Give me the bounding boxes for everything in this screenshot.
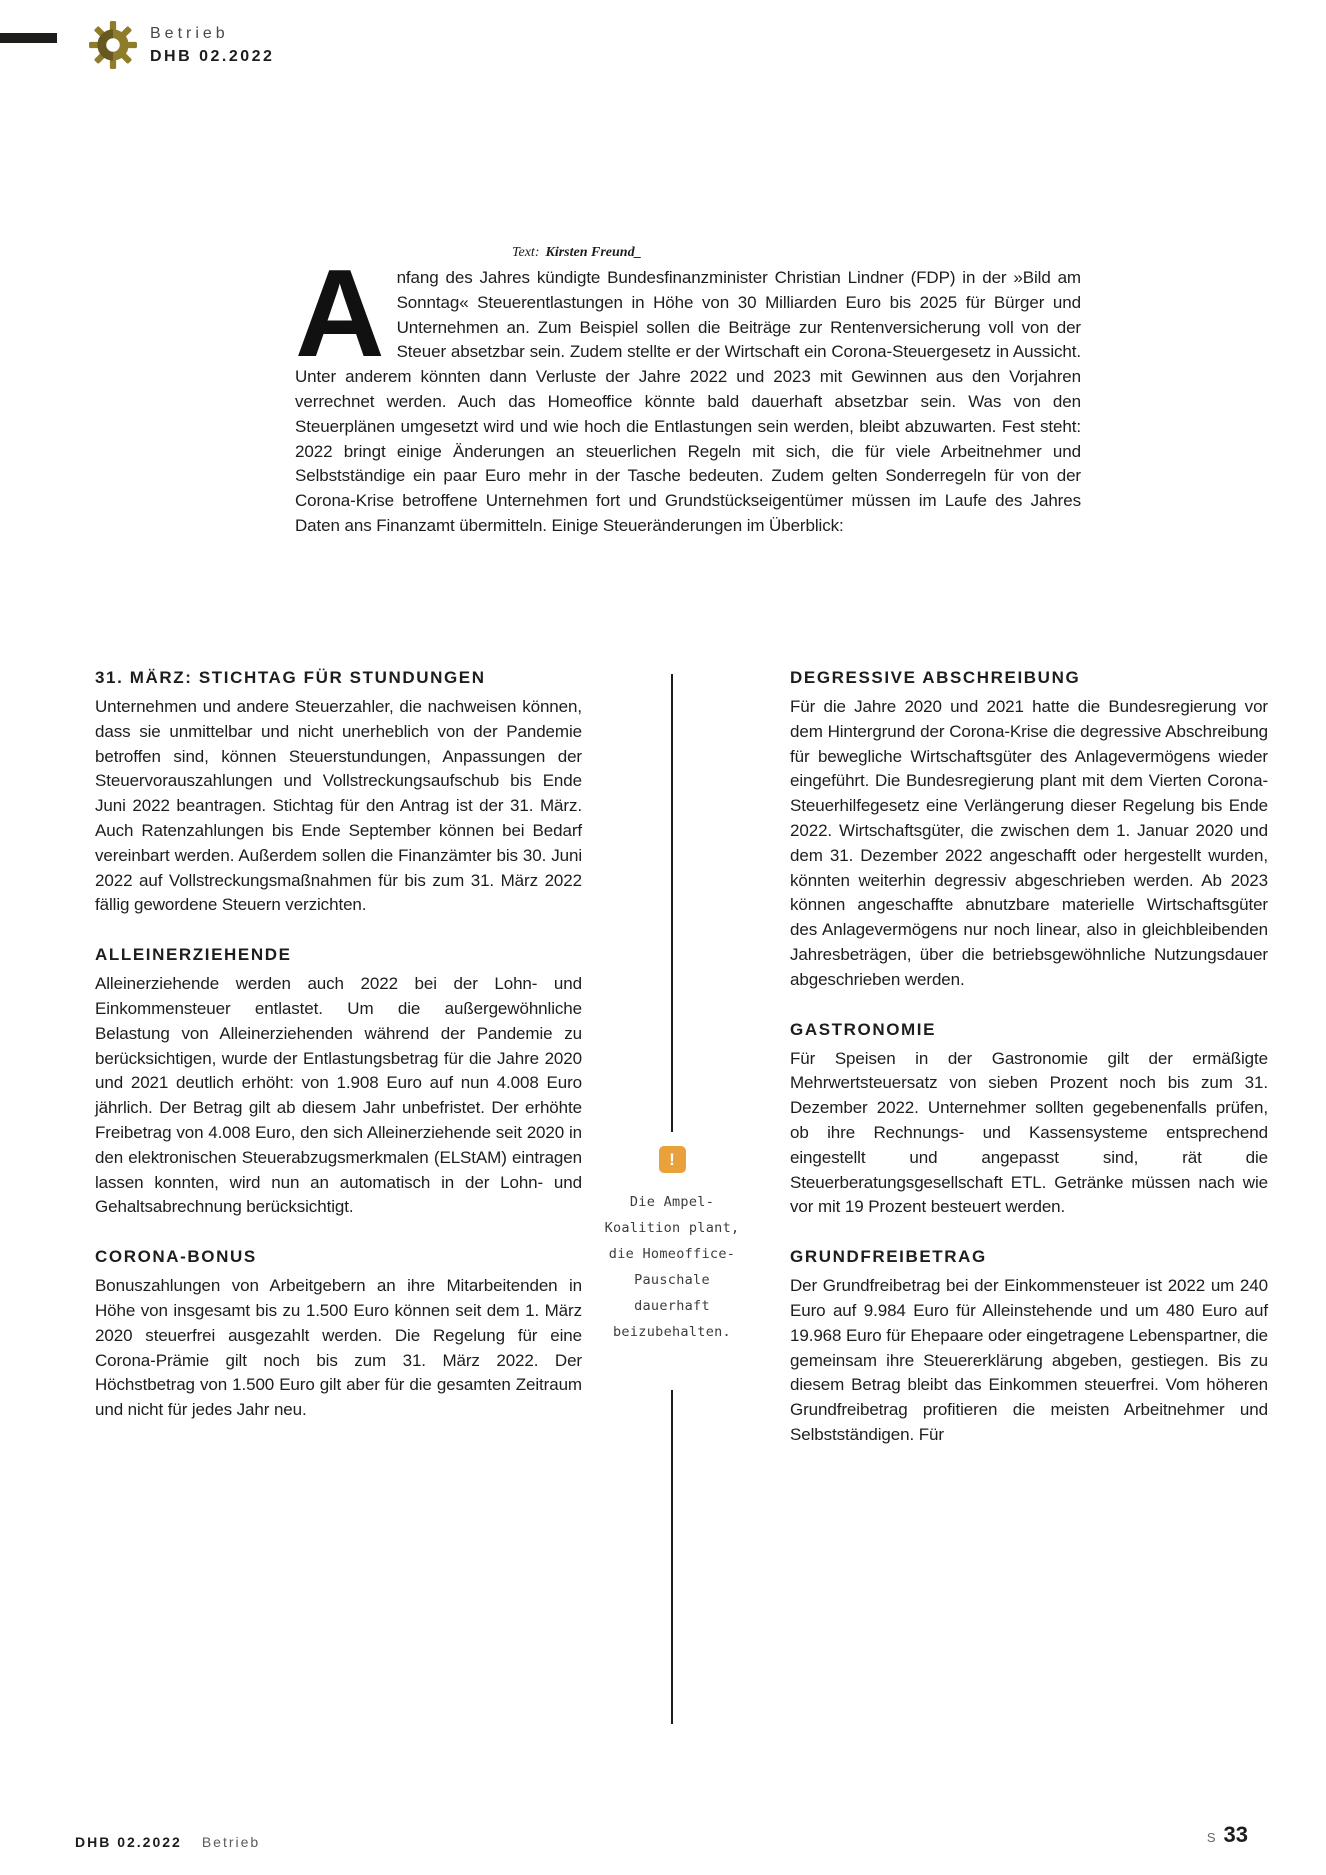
article-corona-bonus (95, 1247, 582, 1423)
article-heading: GRUNDFREIBETRAG (790, 1247, 987, 1267)
article-body: Der Grundfreibetrag bei der Einkommensteuer ist 2022 um 240 Euro auf 9.984 Euro für Alleinstehende und um 480 Euro auf 19.968 Euro für Ehepaare oder eingetragene Lebenspartner, die gemeinsam ihre Steuererklärung abgeben, gestiegen. Bis zu diesem Betrag bleibt das Einkommen steuerfrei. Vom höheren Grundfreibetrag profitieren die meisten Arbeitnehmer und Selbstständigen. Für (790, 1276, 1268, 1444)
article-heading: ALLEINERZIEHENDE (95, 945, 292, 965)
edge-bar (0, 33, 57, 43)
header-issue-label: DHB 02.2022 (150, 47, 275, 65)
exclamation-icon (659, 1146, 686, 1173)
article-body: Für die Jahre 2020 und 2021 hatte die Bundesregierung vor dem Hintergrund der Corona-Krise die degressive Abschreibung für bewegliche Wirtschaftsgüter des Anlagevermögens wieder eingeführt. Die Bundesregierung plant mit dem Vierten Corona-Steuerhilfegesetz eine Verlängerung dieser Regelung bis Ende 2022. Wirtschaftsgüter, die zwischen dem 1. Januar 2020 und dem 31. Dezember 2022 angeschafft oder hergestellt wurden, könnten weiterhin degressiv abgeschrieben werden. Ab 2023 können angeschaffte abnutzbare materielle Wirtschaftsgüter des Anlagevermögens nur noch linear, also in gleichbleibenden Jahresbeträgen, über die betriebsgewöhnliche Nutzungsdauer abgeschrieben werden. (790, 697, 1268, 989)
footer-issue-label: DHB 02.2022 (75, 1834, 182, 1850)
footer-section-label: Betrieb (201, 1834, 261, 1850)
callout-homeoffice (597, 1146, 747, 1345)
footer-page-indicator (1207, 1822, 1248, 1848)
footer-left (75, 1834, 260, 1850)
byline-author: Kirsten Freund_ (545, 245, 642, 260)
footer-page-prefix: S (1206, 1830, 1217, 1845)
article-heading: GASTRONOMIE (790, 1019, 937, 1039)
column-divider-bottom (671, 1390, 673, 1724)
footer-page-number: 33 (1223, 1822, 1248, 1847)
article-heading: DEGRESSIVE ABSCHREIBUNG (790, 668, 1081, 687)
page-header (88, 20, 274, 70)
article-degressive-abschreibung (790, 668, 1268, 993)
drop-cap: A (295, 245, 385, 383)
callout-text: Die Ampel-Koalition plant, die Homeoffice-Pauschale dauerhaft beizubehalten. (604, 1194, 740, 1340)
article-gastronomie (790, 1020, 1268, 1221)
gear-icon (88, 20, 138, 70)
article-alleinerziehende (95, 945, 582, 1220)
article-stichtag-stundungen (95, 668, 582, 918)
column-divider-top (671, 674, 673, 1132)
article-grundfreibetrag (790, 1247, 1268, 1448)
intro-text: nfang des Jahres kündigte Bundesfinanzminister Christian Lindner (FDP) in der »Bild am Sonntag« Steuerentlastungen in Höhe von 30 Milliarden Euro bis 2025 für Bürger und Unternehmen an. Zum Beispiel sollen die Beiträge zur Rentenversicherung voll von der Steuer absetzbar sein. Zudem stellte er der Wirtschaft ein Corona-Steuergesetz in Aussicht. Unter anderem könnten dann Verluste der Jahre 2022 und 2023 mit Gewinnen aus den Vorjahren verrechnet werden. Auch das Homeoffice könnte bald dauerhaft absetzbar sein. Was von den Steuerplänen umgesetzt wird und wie hoch die Entlastungen sein werden, bleibt abzuwarten. Fest steht: 2022 bringt einige Änderungen an steuerlichen Regeln mit sich, die für viele Arbeitnehmer und Selbstständige ein paar Euro mehr in der Tasche bedeuten. Zudem gelten Sonderregeln für von der Corona-Krise betroffene Unternehmen fort und Grundstückseigentümer müssen im Laufe des Jahres Daten ans Finanzamt übermitteln. Einige Steueränderungen im Überblick: (295, 268, 1081, 535)
header-section-label: Betrieb (150, 24, 229, 42)
byline (512, 245, 642, 261)
article-heading: CORONA-BONUS (95, 1247, 257, 1267)
article-body: Unternehmen und andere Steuerzahler, die nachweisen können, dass sie unmittelbar und nicht unerheblich von der Pandemie betroffen sind, können Steuerstundungen, Anpassungen der Steuervorauszahlungen und Vollstreckungsaufschub bis Ende Juni 2022 beantragen. Stichtag für den Antrag ist der 31. März. Auch Ratenzahlungen bis Ende September können bei Bedarf vereinbart werden. Außerdem sollen die Finanzämter bis 30. Juni 2022 auf Vollstreckungsmaßnahmen für bis zum 31. März 2022 fällig gewordene Steuern verzichten. (95, 697, 582, 915)
article-heading: 31. MÄRZ: STICHTAG FÜR STUNDUNGEN (95, 668, 486, 687)
exclamation-glyph: ! (669, 1149, 675, 1169)
article-body: Alleinerziehende werden auch 2022 bei der Lohn- und Einkommensteuer entlastet. Um die außergewöhnliche Belastung von Alleinerziehenden während der Pandemie zu berücksichtigen, wurde der Entlastungsbetrag für die Jahre 2020 und 2021 deutlich erhöht: von 1.908 Euro auf nun 4.008 Euro jährlich. Der Betrag gilt ab diesem Jahr unbefristet. Der erhöhte Freibetrag von 4.008 Euro, den sich Alleinerziehende seit 2020 in den elektronischen Steuerabzugsmerkmalen (ELStAM) eintragen lassen konnten, wird nun an automatisch in der Lohn- und Gehaltsabrechnung berücksichtigt. (95, 974, 582, 1217)
left-column (95, 668, 582, 1450)
byline-prefix: Text: (512, 245, 540, 260)
article-body: Bonuszahlungen von Arbeitgebern an ihre Mitarbeitenden in Höhe von insgesamt bis zu 1.500 Euro können seit dem 1. März 2020 steuerfrei ausgezahlt werden. Die Regelung für eine Corona-Prämie gilt noch bis zum 31. März 2022. Der Höchstbetrag von 1.500 Euro gilt aber für die gesamten Zeitraum und nicht für jedes Jahr neu. (95, 1276, 582, 1420)
right-column (790, 668, 1268, 1475)
article-body: Für Speisen in der Gastronomie gilt der ermäßigte Mehrwertsteuersatz von sieben Prozent noch bis zum 31. Dezember 2022. Unternehmer sollten gegebenenfalls prüfen, ob ihre Rechnungs- und Kassensysteme entsprechend eingestellt und angepasst sind, rät die Steuerberatungsgesellschaft ETL. Getränke müssen nach wie vor mit 19 Prozent besteuert werden. (790, 1048, 1268, 1217)
header-text (150, 25, 274, 66)
